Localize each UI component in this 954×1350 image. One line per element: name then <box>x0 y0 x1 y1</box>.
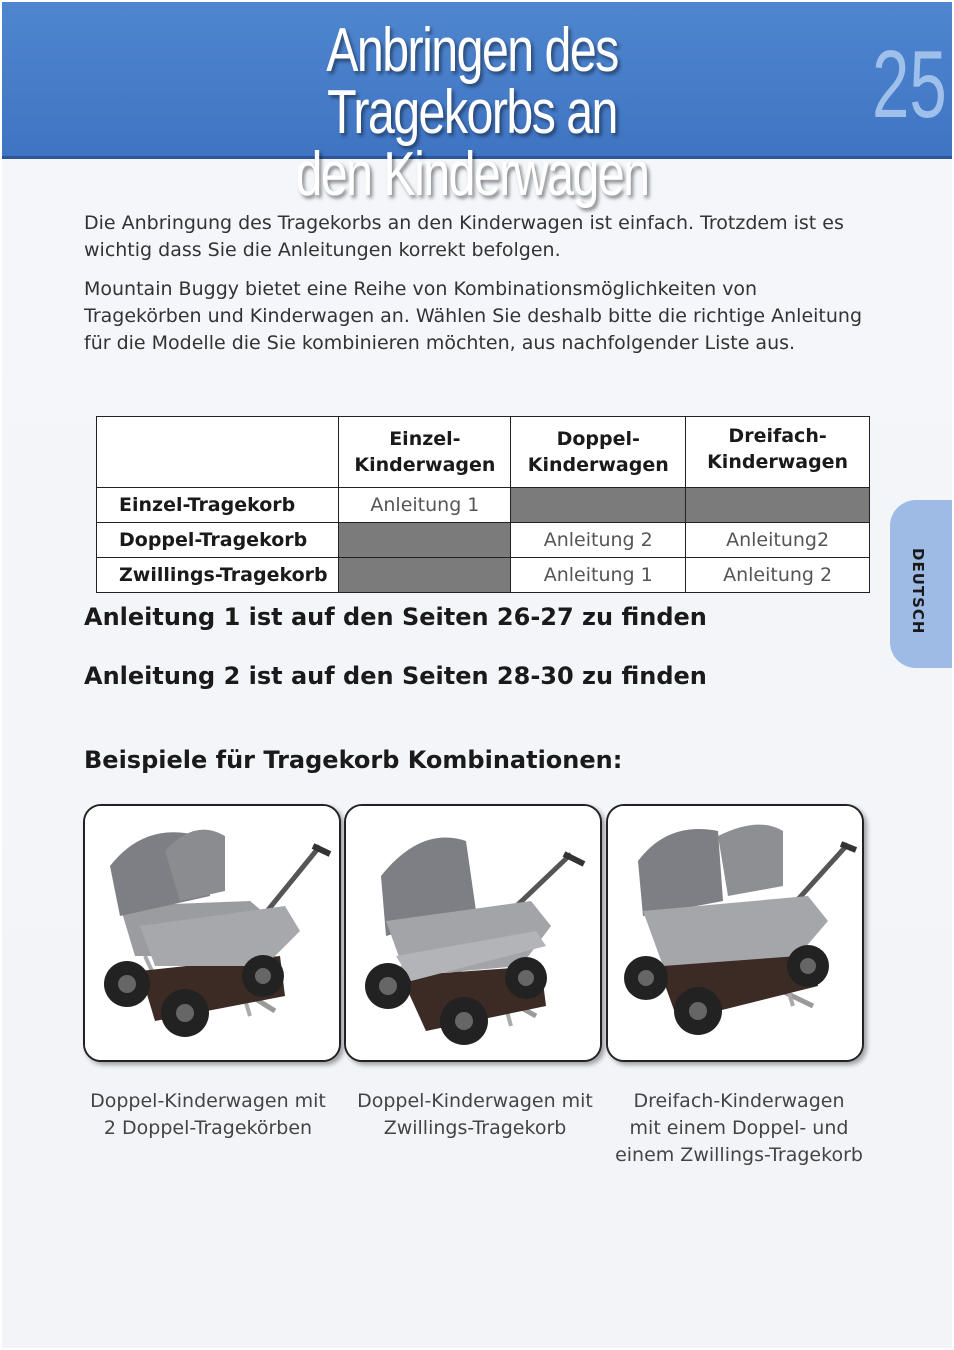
column-header-doppel: Doppel- Kinderwagen <box>511 417 686 488</box>
table-cell: Anleitung 2 <box>686 558 870 593</box>
intro-paragraph-2: Mountain Buggy bietet eine Reihe von Kombinationsmöglichkeiten von Tragekörben und Kinderwagen an. Wählen Sie deshalb bitte die richtige Anleitung für die Modelle die Sie kombinieren möchten, aus nachfolgender Liste aus. <box>84 278 863 354</box>
note-anleitung-2: Anleitung 2 ist auf den Seiten 28-30 zu finden <box>84 662 707 690</box>
stroller-illustration <box>346 806 600 1060</box>
photo-doppel-kinderwagen-2-doppel-tragekoerbe <box>83 804 341 1062</box>
table-cell-unavailable <box>339 523 511 558</box>
examples-heading: Beispiele für Tragekorb Kombinationen: <box>84 746 623 774</box>
language-tab-label: DEUTSCH <box>909 548 927 635</box>
table-cell-unavailable <box>511 488 686 523</box>
row-label-einzel-tragekorb: Einzel-Tragekorb <box>97 488 339 523</box>
caption-photo-3: Dreifach-Kinderwagen mit einem Doppel- und einem Zwillings-Tragekorb <box>615 1090 863 1166</box>
stroller-illustration <box>85 806 339 1060</box>
caption-photo-2: Doppel-Kinderwagen mit Zwillings-Tragekorb <box>357 1090 593 1139</box>
table-cell: Anleitung 1 <box>339 488 511 523</box>
stroller-illustration <box>608 806 862 1060</box>
instruction-table <box>96 416 870 593</box>
photo-dreifach-kinderwagen <box>606 804 864 1062</box>
header-banner <box>2 2 952 209</box>
caption-photo-1: Doppel-Kinderwagen mit 2 Doppel-Tragekörben <box>90 1090 326 1139</box>
table-row <box>97 488 870 523</box>
table-cell: Anleitung2 <box>686 523 870 558</box>
row-label-doppel-tragekorb: Doppel-Tragekorb <box>97 523 339 558</box>
page-title <box>222 16 721 209</box>
table-cell-unavailable <box>339 558 511 593</box>
intro-text <box>84 210 874 369</box>
column-header-dreifach: Dreifach- Kinderwagen <box>686 417 870 488</box>
page-number: 25 <box>872 31 947 138</box>
column-header-einzel: Einzel- Kinderwagen <box>339 417 511 488</box>
table-header-row <box>97 417 870 488</box>
table-corner-cell <box>97 417 339 488</box>
photo-doppel-kinderwagen-zwillings-tragekorb <box>344 804 602 1062</box>
note-anleitung-1: Anleitung 1 ist auf den Seiten 26-27 zu finden <box>84 603 707 631</box>
page-title-line-1: Anbringen des Tragekorbs an <box>326 16 618 147</box>
language-tab <box>890 500 952 668</box>
table-row <box>97 523 870 558</box>
intro-paragraph-1: Die Anbringung des Tragekorbs an den Kinderwagen ist einfach. Trotzdem ist es wichtig dass Sie die Anleitungen korrekt befolgen. <box>84 212 844 261</box>
table-cell-unavailable <box>686 488 870 523</box>
table-cell: Anleitung 2 <box>511 523 686 558</box>
table-row <box>97 558 870 593</box>
table-cell: Anleitung 1 <box>511 558 686 593</box>
row-label-zwillings-tragekorb: Zwillings-Tragekorb <box>97 558 339 593</box>
page-title-line-2: den Kinderwagen <box>295 140 649 209</box>
